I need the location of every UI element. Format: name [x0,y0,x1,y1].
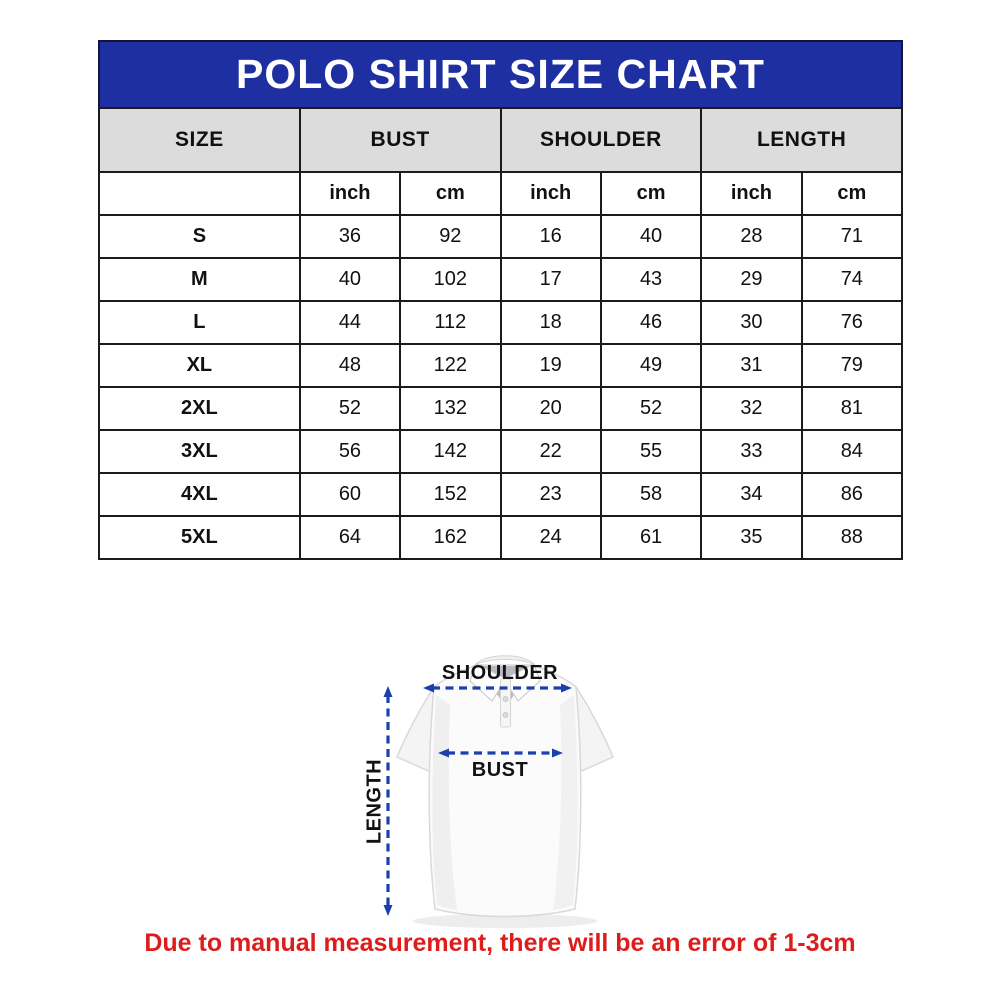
value-cell: 60 [300,473,400,516]
value-cell: 34 [701,473,801,516]
size-cell: S [99,215,300,258]
value-cell: 20 [501,387,601,430]
value-cell: 162 [400,516,500,559]
value-cell: 84 [802,430,902,473]
unit-header-length-inch: inch [701,172,801,215]
page-title: POLO SHIRT SIZE CHART [236,51,765,97]
value-cell: 76 [802,301,902,344]
value-cell: 61 [601,516,701,559]
value-cell: 19 [501,344,601,387]
size-chart-table [98,107,903,560]
value-cell: 86 [802,473,902,516]
size-cell: 4XL [99,473,300,516]
title-banner [98,40,903,107]
value-cell: 88 [802,516,902,559]
table-row [99,344,902,387]
value-cell: 56 [300,430,400,473]
placket-button [503,697,508,702]
value-cell: 142 [400,430,500,473]
table-row [99,301,902,344]
header-bust: BUST [300,108,501,172]
value-cell: 44 [300,301,400,344]
value-cell: 32 [701,387,801,430]
size-cell: M [99,258,300,301]
value-cell: 74 [802,258,902,301]
value-cell: 30 [701,301,801,344]
value-cell: 122 [400,344,500,387]
unit-header-empty [99,172,300,215]
header-shoulder: SHOULDER [501,108,702,172]
value-cell: 17 [501,258,601,301]
table-row [99,516,902,559]
value-cell: 48 [300,344,400,387]
table-row [99,387,902,430]
value-cell: 112 [400,301,500,344]
value-cell: 29 [701,258,801,301]
value-cell: 64 [300,516,400,559]
value-cell: 46 [601,301,701,344]
header-size: SIZE [99,108,300,172]
unit-header-length-cm: cm [802,172,902,215]
unit-header-row [99,172,902,215]
value-cell: 58 [601,473,701,516]
value-cell: 23 [501,473,601,516]
size-chart-block [98,40,903,560]
value-cell: 79 [802,344,902,387]
value-cell: 52 [601,387,701,430]
table-row [99,215,902,258]
bust-label: BUST [471,759,529,781]
unit-header-bust-cm: cm [400,172,500,215]
value-cell: 36 [300,215,400,258]
value-cell: 49 [601,344,701,387]
unit-header-shoulder-cm: cm [601,172,701,215]
table-row [99,473,902,516]
value-cell: 28 [701,215,801,258]
value-cell: 16 [501,215,601,258]
measurement-note: Due to manual measurement, there will be an error of 1-3cm [144,929,856,957]
size-cell: XL [99,344,300,387]
value-cell: 24 [501,516,601,559]
value-cell: 31 [701,344,801,387]
placket-button [503,713,508,718]
value-cell: 132 [400,387,500,430]
value-cell: 81 [802,387,902,430]
size-cell: L [99,301,300,344]
table-row [99,430,902,473]
value-cell: 22 [501,430,601,473]
value-cell: 43 [601,258,701,301]
unit-header-shoulder-inch: inch [501,172,601,215]
column-group-header-row [99,108,902,172]
value-cell: 33 [701,430,801,473]
size-cell: 3XL [99,430,300,473]
table-row [99,258,902,301]
value-cell: 40 [300,258,400,301]
header-length: LENGTH [701,108,902,172]
value-cell: 35 [701,516,801,559]
value-cell: 55 [601,430,701,473]
unit-header-bust-inch: inch [300,172,400,215]
size-cell: 2XL [99,387,300,430]
value-cell: 18 [501,301,601,344]
button-placket [501,679,511,727]
length-label: LENGTH [363,758,386,845]
shoulder-label: SHOULDER [441,662,559,684]
value-cell: 152 [400,473,500,516]
value-cell: 71 [802,215,902,258]
value-cell: 92 [400,215,500,258]
value-cell: 52 [300,387,400,430]
size-cell: 5XL [99,516,300,559]
value-cell: 40 [601,215,701,258]
value-cell: 102 [400,258,500,301]
